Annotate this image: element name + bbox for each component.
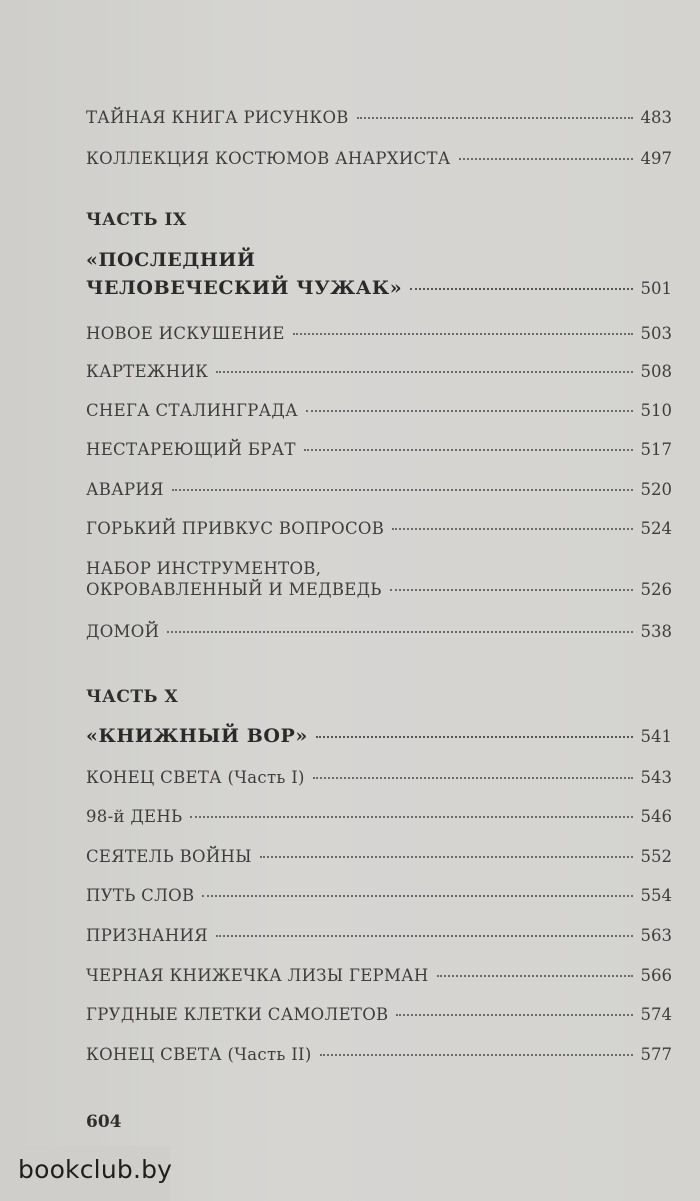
toc-entry xyxy=(86,768,672,787)
dot-leader xyxy=(202,895,632,897)
part-label xyxy=(86,210,672,230)
watermark-text: bookclub.by xyxy=(18,1155,173,1184)
entry-page: 517 xyxy=(640,440,672,459)
entry-page: 546 xyxy=(640,807,672,826)
dot-leader xyxy=(410,288,632,290)
dot-leader xyxy=(357,117,633,119)
entry-title: АВАРИЯ xyxy=(86,480,164,499)
dot-leader xyxy=(316,736,633,738)
entry-title: НЕСТАРЕЮЩИЙ БРАТ xyxy=(86,440,296,459)
toc-entry xyxy=(86,1005,672,1024)
entry-title: НОВОЕ ИСКУШЕНИЕ xyxy=(86,324,285,343)
entry-page: 526 xyxy=(640,580,672,599)
toc-entry xyxy=(86,401,672,420)
part-title-page: 541 xyxy=(640,727,672,746)
toc-entry xyxy=(86,324,672,343)
entry-title: ДОМОЙ xyxy=(86,622,160,641)
part-title xyxy=(86,722,672,750)
toc-entry xyxy=(86,149,672,168)
entry-page: 483 xyxy=(640,108,672,127)
entry-page: 520 xyxy=(640,480,672,499)
dot-leader xyxy=(459,158,633,160)
entry-title: ГОРЬКИЙ ПРИВКУС ВОПРОСОВ xyxy=(86,519,385,538)
entry-title: КОЛЛЕКЦИЯ КОСТЮМОВ АНАРХИСТА xyxy=(86,149,451,168)
part-title xyxy=(86,246,672,302)
entry-page: 510 xyxy=(640,401,672,420)
dot-leader xyxy=(167,631,632,633)
entry-title: СЕЯТЕЛЬ ВОЙНЫ xyxy=(86,847,252,866)
part-title-page: 501 xyxy=(640,279,672,298)
entry-page: 577 xyxy=(640,1045,672,1064)
dot-leader xyxy=(190,816,632,818)
toc-entry-multiline xyxy=(86,559,672,599)
entry-title: ОКРОВАВЛЕННЫЙ И МЕДВЕДЬ xyxy=(86,580,382,599)
toc-entry xyxy=(86,519,672,538)
page-number: 604 xyxy=(86,1112,122,1132)
entry-page: 503 xyxy=(640,324,672,343)
entry-page: 524 xyxy=(640,519,672,538)
entry-title: КАРТЕЖНИК xyxy=(86,362,209,381)
entry-page: 574 xyxy=(640,1005,672,1024)
entry-title: 98-й ДЕНЬ xyxy=(86,807,183,826)
dot-leader xyxy=(306,410,633,412)
toc-entry xyxy=(86,886,672,905)
entry-page: 554 xyxy=(640,886,672,905)
toc-entry xyxy=(86,362,672,381)
entry-title: ЧЕРНАЯ КНИЖЕЧКА ЛИЗЫ ГЕРМАН xyxy=(86,966,429,985)
dot-leader xyxy=(396,1014,632,1016)
entry-title: ПРИЗНАНИЯ xyxy=(86,926,208,945)
entry-page: 538 xyxy=(640,622,672,641)
toc-entry xyxy=(86,1045,672,1064)
entry-title: ТАЙНАЯ КНИГА РИСУНКОВ xyxy=(86,108,349,127)
watermark xyxy=(0,1146,173,1201)
dot-leader xyxy=(293,333,633,335)
part-label-text: ЧАСТЬ IX xyxy=(86,210,187,230)
entry-page: 566 xyxy=(640,966,672,985)
entry-page: 543 xyxy=(640,768,672,787)
part-label-text: ЧАСТЬ X xyxy=(86,687,179,707)
toc-entry xyxy=(86,966,672,985)
part-title-line-2: ЧЕЛОВЕЧЕСКИЙ ЧУЖАК» xyxy=(86,277,403,299)
toc-entry xyxy=(86,440,672,459)
dot-leader xyxy=(437,975,633,977)
dot-leader xyxy=(172,489,633,491)
entry-title: КОНЕЦ СВЕТА (Часть II) xyxy=(86,1045,312,1064)
toc-entry xyxy=(86,926,672,945)
dot-leader xyxy=(313,777,633,779)
part-label xyxy=(86,687,672,707)
dot-leader xyxy=(216,371,632,373)
toc-entry xyxy=(86,622,672,641)
entry-page: 552 xyxy=(640,847,672,866)
part-title-line-1: «КНИЖНЫЙ ВОР» xyxy=(86,725,308,747)
dot-leader xyxy=(216,935,633,937)
toc-entry xyxy=(86,807,672,826)
entry-page: 497 xyxy=(640,149,672,168)
entry-page: 508 xyxy=(640,362,672,381)
dot-leader xyxy=(390,589,633,591)
entry-title: СНЕГА СТАЛИНГРАДА xyxy=(86,401,298,420)
toc-entry xyxy=(86,108,672,127)
dot-leader xyxy=(392,528,632,530)
entry-title: КОНЕЦ СВЕТА (Часть I) xyxy=(86,768,305,787)
dot-leader xyxy=(320,1054,633,1056)
dot-leader xyxy=(304,449,633,451)
entry-title: ПУТЬ СЛОВ xyxy=(86,886,195,905)
toc-entry xyxy=(86,480,672,499)
toc-entry xyxy=(86,847,672,866)
entry-title-line-1: НАБОР ИНСТРУМЕНТОВ, xyxy=(86,559,322,578)
entry-page: 563 xyxy=(640,926,672,945)
part-title-line-1: «ПОСЛЕДНИЙ xyxy=(86,249,256,271)
dot-leader xyxy=(260,856,633,858)
entry-title: ГРУДНЫЕ КЛЕТКИ САМОЛЕТОВ xyxy=(86,1005,389,1024)
